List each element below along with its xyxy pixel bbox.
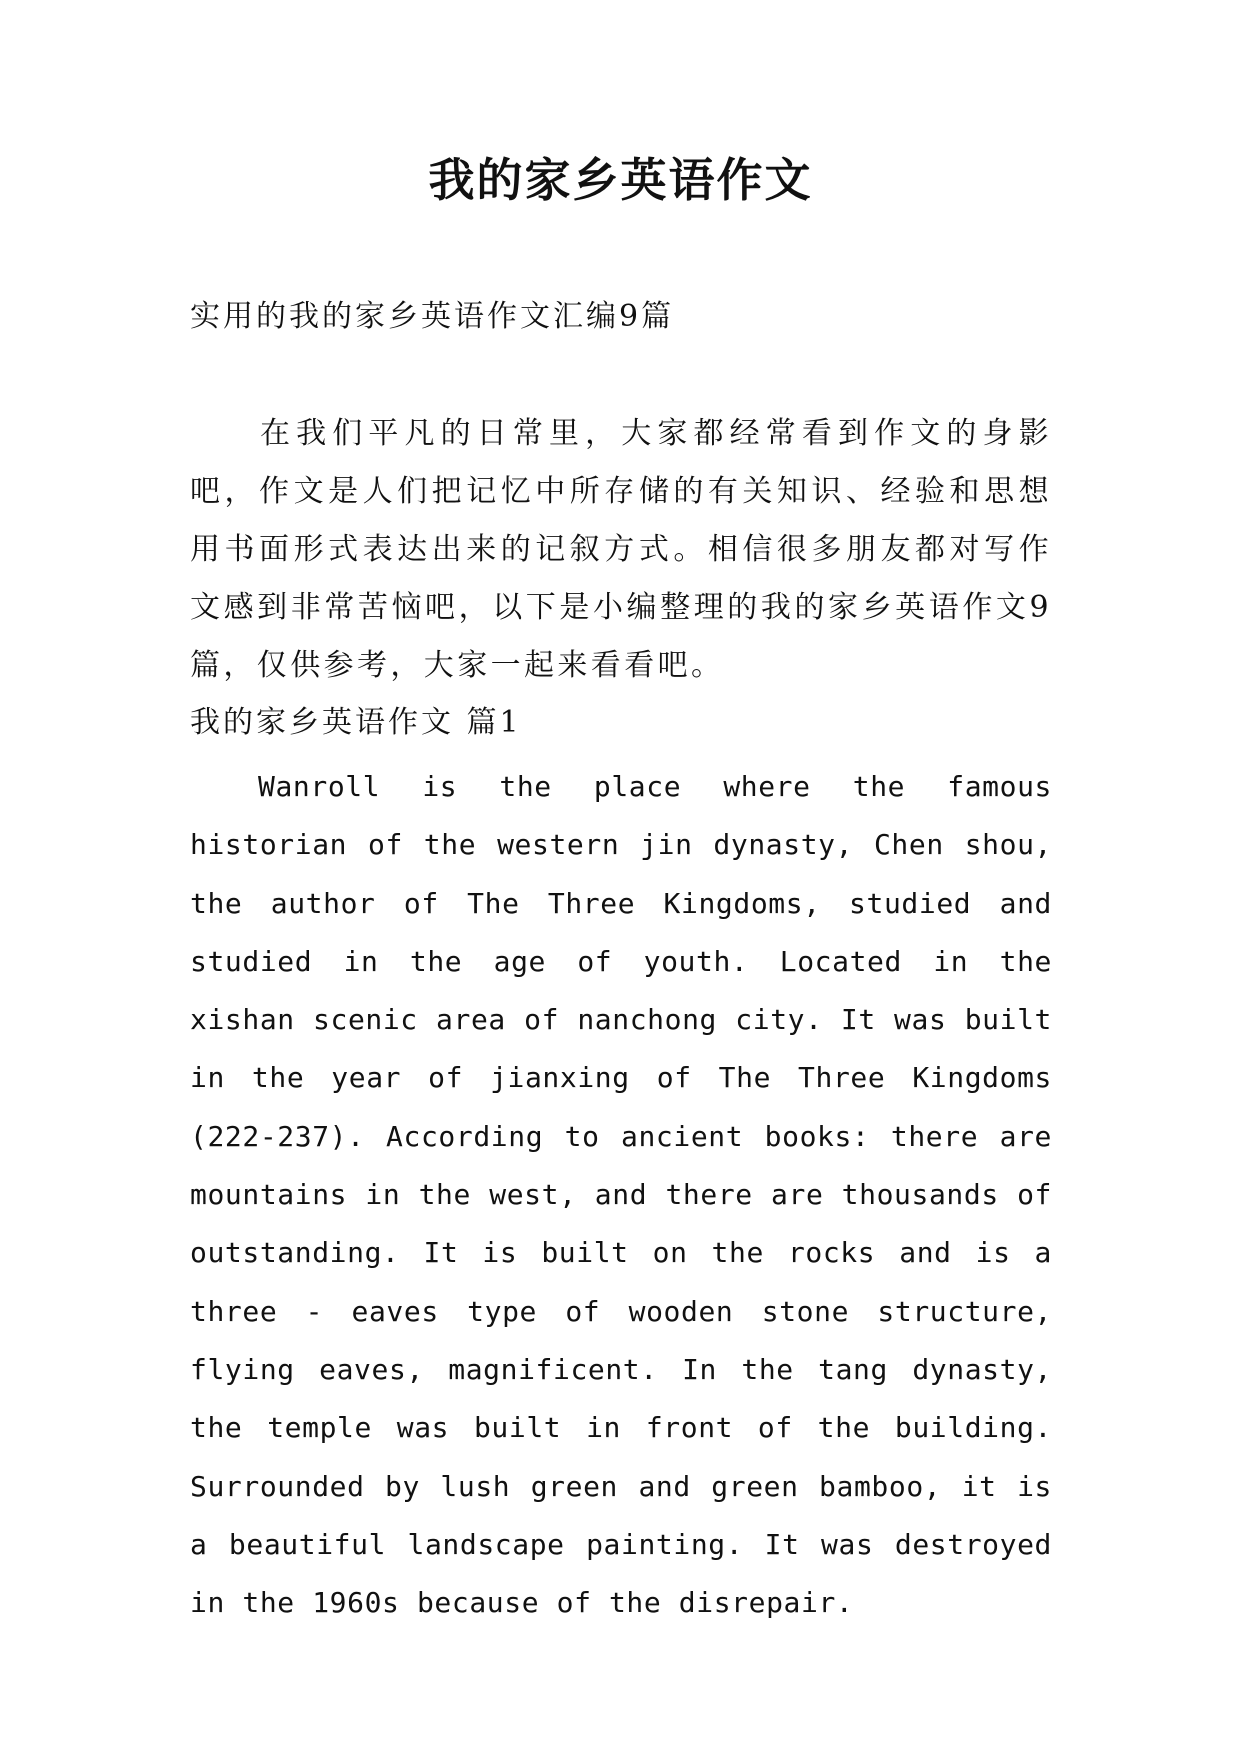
document-title: 我的家乡英语作文 (428, 153, 813, 207)
intro-paragraph: 在我们平凡的日常里，大家都经常看到作文的身影吧，作文是人们把记忆中所存储的有关知识、经验和思想用书面形式表达出来的记叙方式。相信很多朋友都对写作文感到非常苦恼吧，以下是小编整理的我的家乡英语作文9篇，仅供参考，大家一起来看看吧。 (190, 416, 1052, 683)
section-heading: 我的家乡英语作文 篇1 (190, 705, 522, 740)
essay-paragraph: Wanroll is the place where the famous historian of the western jin dynasty, Chen shou, the author of The Three Kingdoms, studied and studied in the age of youth. Located in the xishan scenic area of nanchong city. It was built in the year of jianxing of The Three Kingdoms (222-237). According to ancient books: there are mountains in the west, and there are thousands of outstanding. It is built on the rocks and is a three - eaves type of wooden stone structure, flying eaves, magnificent. In the tang dynasty, the temple was built in front of the building. Surrounded by lush green and green bamboo, it is a beautiful landscape painting. It was destroyed in the 1960s because of the disrepair. (190, 770, 1052, 1620)
document-subtitle: 实用的我的家乡英语作文汇编9篇 (190, 299, 675, 334)
